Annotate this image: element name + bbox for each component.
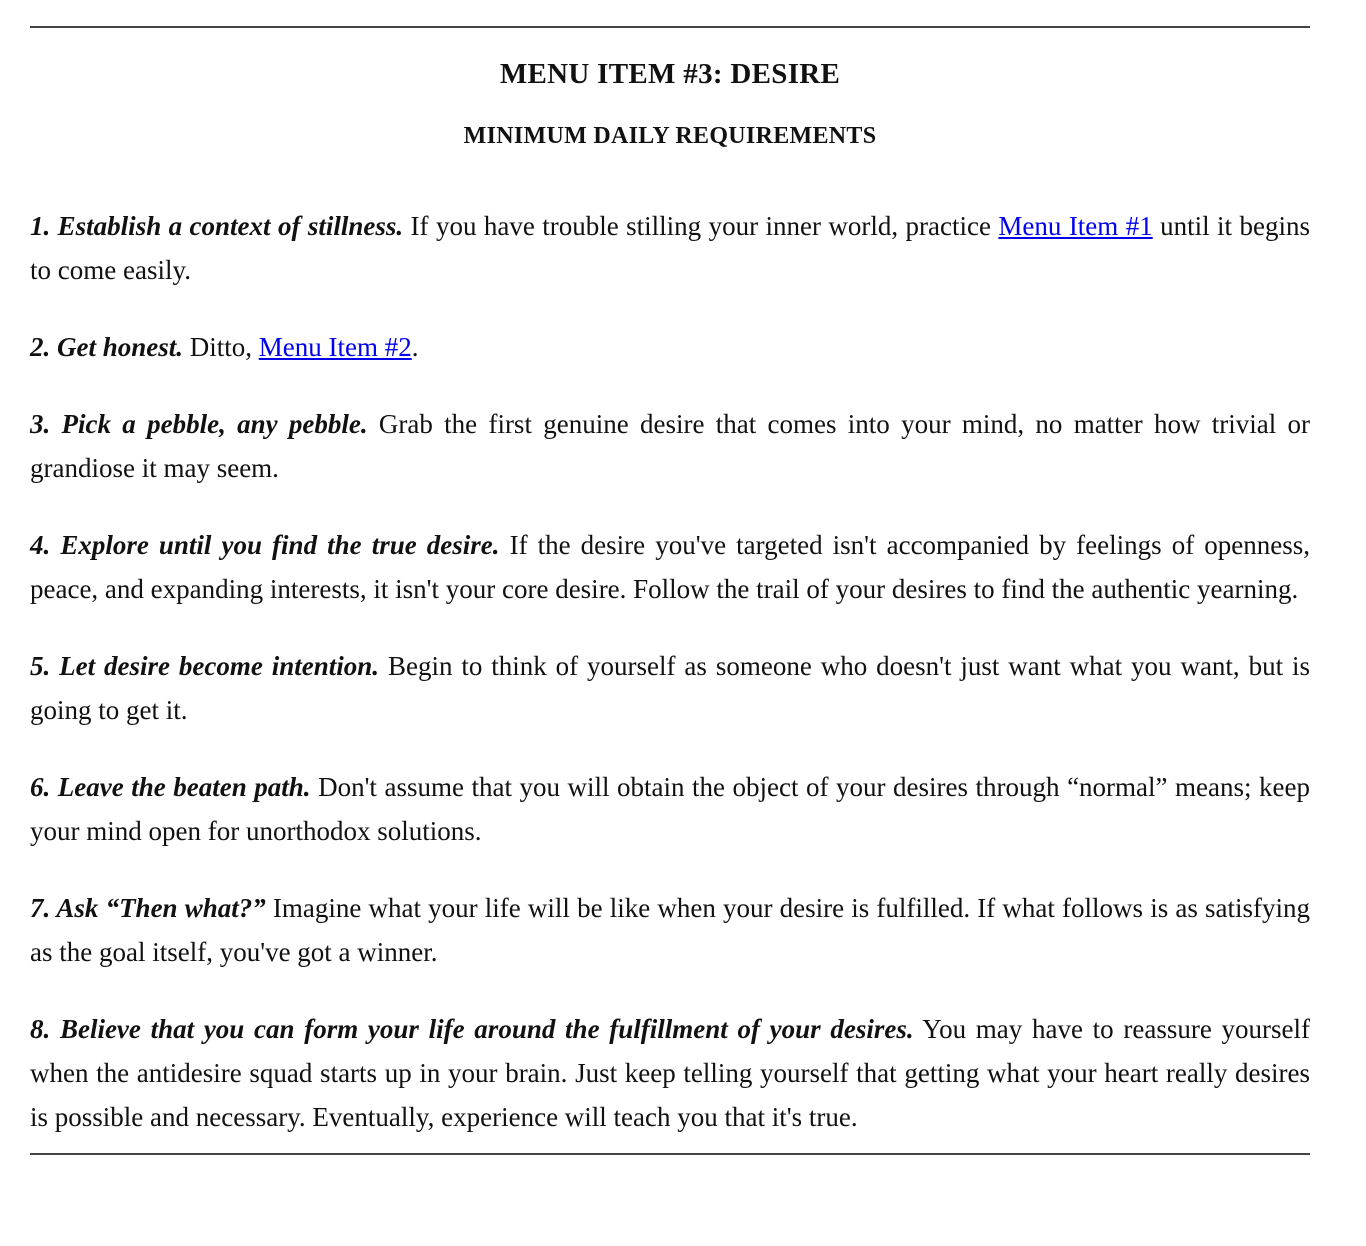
list-item: [30, 402, 1310, 490]
item-lead: 8. Believe that you can form your life around the fulfillment of your desires.: [30, 1014, 914, 1044]
item-lead: 3. Pick a pebble, any pebble.: [30, 409, 368, 439]
section-subtitle: MINIMUM DAILY REQUIREMENTS: [463, 123, 877, 149]
page-title: MENU ITEM #3: DESIRE: [499, 58, 841, 90]
menu-item-2-link[interactable]: Menu Item #2: [258, 332, 412, 362]
list-item: [30, 204, 1310, 292]
item-text: If you have trouble stilling your inner world, practice: [403, 211, 999, 241]
requirements-list: [30, 204, 1310, 1139]
list-item: [30, 523, 1310, 611]
item-text: .: [411, 332, 419, 362]
item-lead: 4. Explore until you find the true desire.: [30, 530, 500, 560]
menu-item-1-link[interactable]: Menu Item #1: [998, 211, 1153, 241]
bottom-divider: [30, 1153, 1310, 1155]
item-text: until it begins to come easily.: [30, 211, 1310, 285]
list-item: [30, 886, 1310, 974]
list-item: [30, 1007, 1310, 1139]
item-text: Grab the first genuine desire that comes into your mind, no matter how trivial or grandiose it may seem.: [30, 409, 1310, 483]
item-lead: 5. Let desire become intention.: [30, 651, 380, 681]
item-lead: 6. Leave the beaten path.: [30, 772, 311, 802]
article: [30, 0, 1310, 1155]
item-text: Imagine what your life will be like when your desire is fulfilled. If what follows is as satisfying as the goal itself, you've got a winner.: [30, 893, 1310, 967]
item-lead: 7. Ask “Then what?”: [30, 893, 266, 923]
item-lead: 2. Get honest.: [30, 332, 184, 362]
top-divider: [30, 26, 1310, 28]
list-item: [30, 765, 1310, 853]
item-text: Begin to think of yourself as someone who doesn't just want what you want, but is going to get it.: [30, 651, 1310, 725]
item-text: Ditto,: [183, 332, 259, 362]
item-text: If the desire you've targeted isn't accompanied by feelings of openness, peace, and expanding interests, it isn't your core desire. Follow the trail of your desires to find the authentic yearning.: [30, 530, 1310, 604]
item-text: You may have to reassure yourself when the antidesire squad starts up in your brain. Just keep telling yourself that getting what your heart really desires is possible and necessary. Eventually, experience will teach you that it's true.: [30, 1014, 1310, 1132]
item-text: Don't assume that you will obtain the object of your desires through “normal” means; keep your mind open for unorthodox solutions.: [30, 772, 1311, 846]
item-lead: 1. Establish a context of stillness.: [30, 211, 404, 241]
list-item: [30, 325, 1310, 369]
list-item: [30, 644, 1310, 732]
